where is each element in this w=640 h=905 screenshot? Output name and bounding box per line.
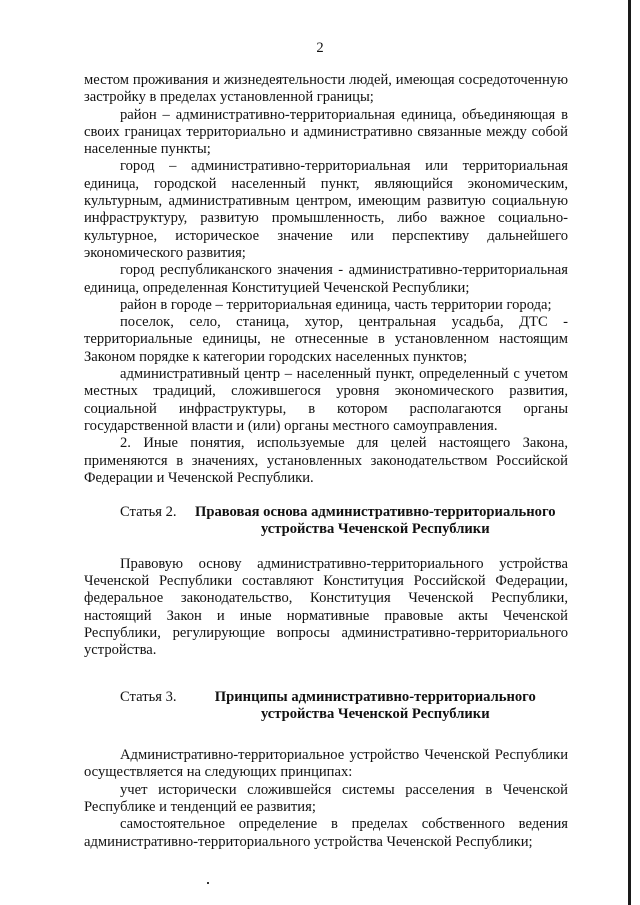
article-2-label: Статья 2. xyxy=(120,504,177,521)
article-3-title: Принципы административно-территориального устройства Чеченской Республики xyxy=(214,688,536,722)
page-number: 2 xyxy=(316,40,324,56)
paragraph: город – административно-территориальная или территориальная единица, городской населенный пункт, являющийся экономическим, культурным, административным центром, имеющим развитую социальную инфраструктуру, развитую промышленность, либо важное социально-культурное, историческое значение или перспективу дальнейшего экономического развития; xyxy=(84,158,568,261)
article-2-text: Правовую основу административно-территориального устройства Чеченской Республики составляют Конституция Российской Федерации, федеральное законодательство, Конституция Чеченской Республики, настоящий Закон и иные нормативные правовые акты Чеченской Республики, регулирующие вопросы административно-территориального устройства. xyxy=(84,555,568,659)
article-3-paragraph: самостоятельное определение в пределах собственного ведения административно-территориального устройства Чеченской Республики; xyxy=(84,816,568,850)
scan-speck xyxy=(207,882,209,884)
paragraph: район – административно-территориальная единица, объединяющая в своих границах территориально и административно связанные между собой населенные пункты; xyxy=(84,106,568,158)
article-3-paragraph: учет исторически сложившейся системы расселения в Чеченской Республике и тенденций ее развития; xyxy=(84,781,568,815)
article-2-title: Правовая основа административно-территориального устройства Чеченской Республики xyxy=(194,504,556,538)
paragraph: район в городе – территориальная единица, часть территории города; xyxy=(120,296,552,313)
article-3-label: Статья 3. xyxy=(120,688,177,705)
document-body xyxy=(84,72,568,851)
scan-edge-line xyxy=(628,0,631,905)
paragraph: административный центр – населенный пункт, определенный с учетом местных традиций, сложившегося уровня экономического развития, социальной инфраструктуры, в котором располагаются органы государственной власти и (или) органы местного самоуправления. xyxy=(84,366,568,434)
paragraph: поселок, село, станица, хутор, центральная усадьба, ДТС - территориальные единицы, не отнесенные в установленном настоящим Законом порядке к категории городских населенных пунктов; xyxy=(84,314,568,365)
article-3-heading xyxy=(84,689,568,724)
paragraph: 2. Иные понятия, используемые для целей настоящего Закона, применяются в значениях, установленных законодательством Российской Федерации и Чеченской Республики. xyxy=(84,435,568,486)
article-2-heading xyxy=(84,504,568,539)
article-3-paragraph: Административно-территориальное устройство Чеченской Республики осуществляется на следующих принципах: xyxy=(84,747,568,781)
paragraph: местом проживания и жизнедеятельности людей, имеющая сосредоточенную застройку в пределах установленной границы; xyxy=(84,72,568,106)
paragraph: город республиканского значения - административно-территориальная единица, определенная Конституцией Чеченской Республики; xyxy=(84,262,568,296)
